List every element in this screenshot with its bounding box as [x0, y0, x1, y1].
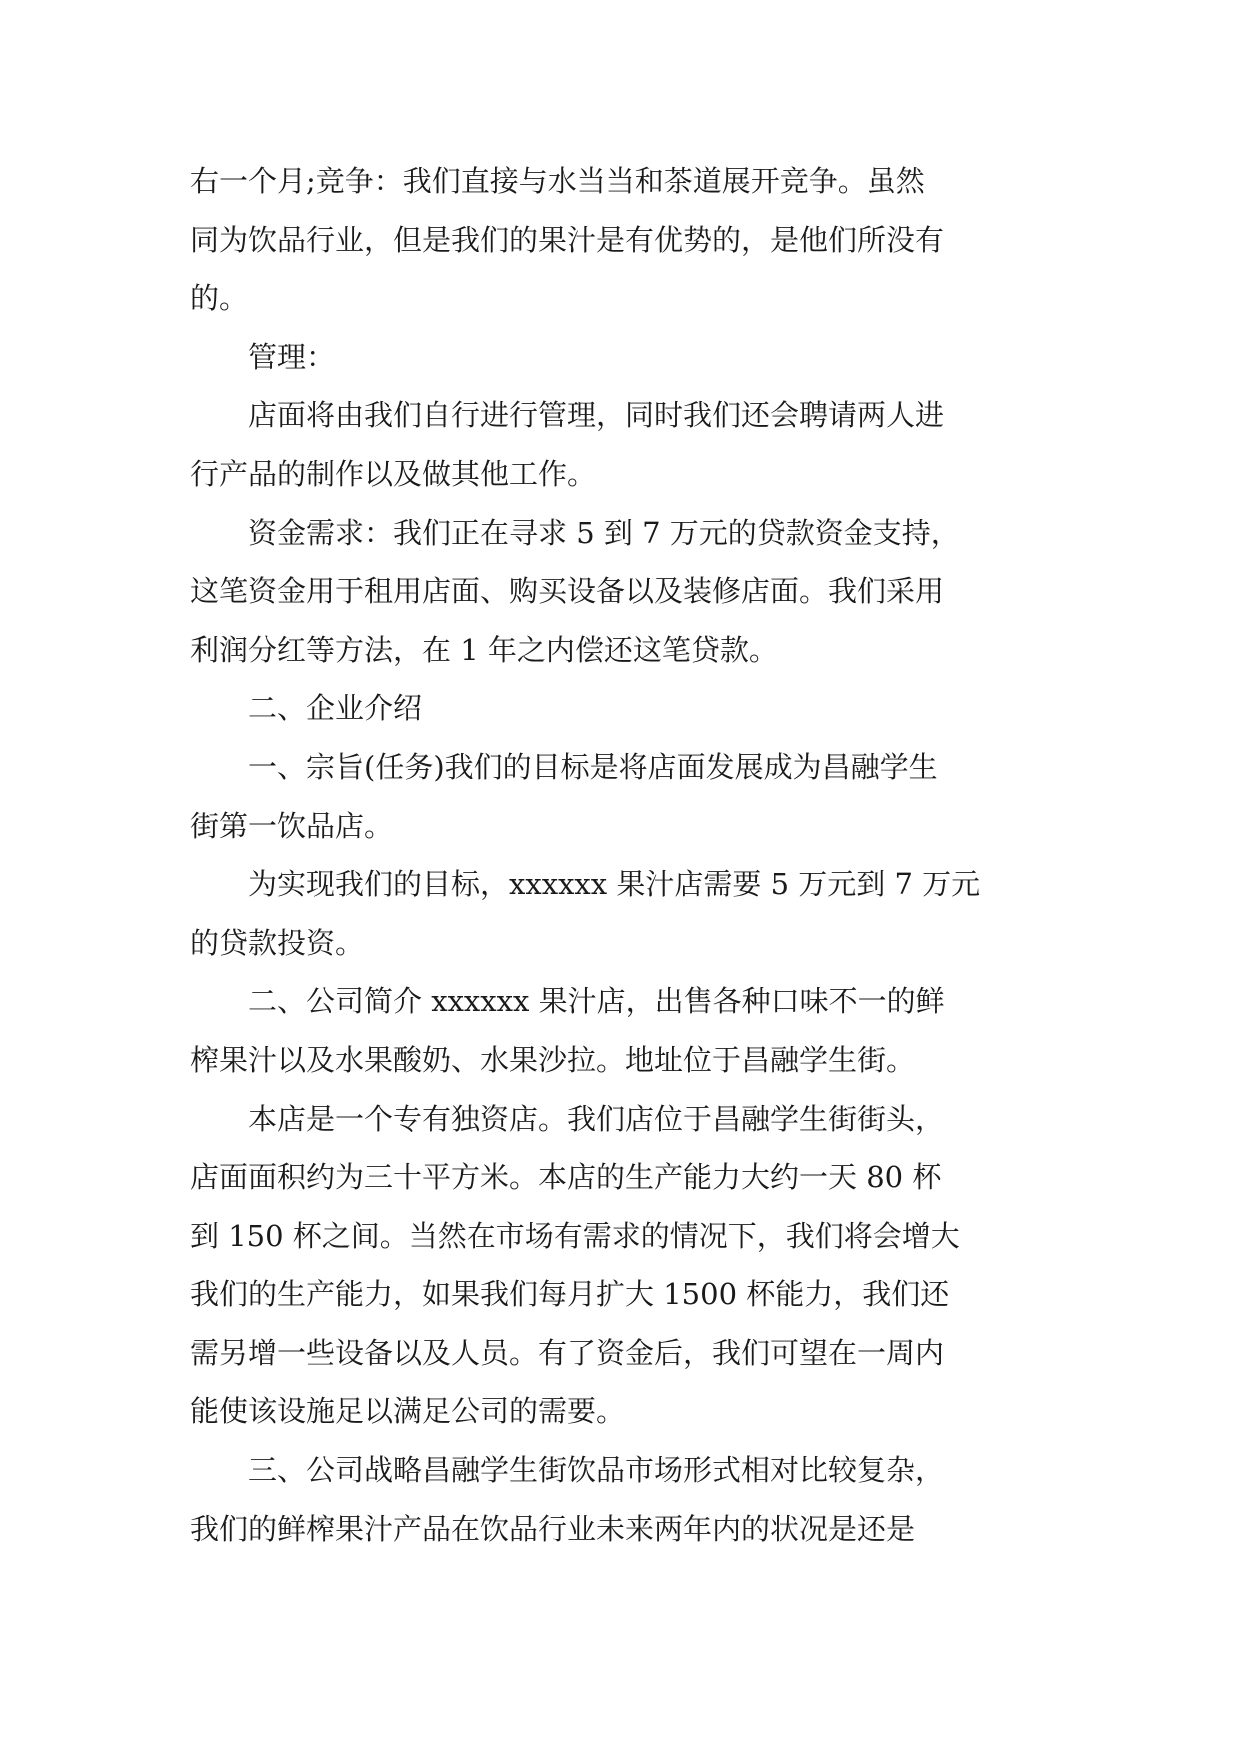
text-line: 为实现我们的目标，xxxxxx 果汁店需要 5 万元到 7 万元 [248, 867, 981, 902]
text-line: 同为饮品行业，但是我们的果汁是有优势的，是他们所没有 [190, 222, 945, 257]
text-line: 店面面积约为三十平方米。本店的生产能力大约一天 80 杯 [190, 1160, 942, 1195]
text-line: 到 150 杯之间。当然在市场有需求的情况下，我们将会增大 [190, 1218, 960, 1253]
text-line: 的贷款投资。 [190, 925, 365, 960]
text-line: 街第一饮品店。 [190, 808, 394, 843]
text-line: 一、宗旨(任务)我们的目标是将店面发展成为昌融学生 [248, 749, 938, 784]
text-line: 右一个月;竞争：我们直接与水当当和茶道展开竞争。虽然 [190, 164, 925, 198]
text-line: 本店是一个专有独资店。我们店位于昌融学生街街头， [248, 1101, 945, 1136]
text-line: 榨果汁以及水果酸奶、水果沙拉。地址位于昌融学生街。 [190, 1042, 916, 1077]
text-line: 利润分红等方法，在 1 年之内偿还这笔贷款。 [190, 632, 778, 667]
text-line: 需另增一些设备以及人员。有了资金后，我们可望在一周内 [190, 1335, 945, 1370]
text-line: 我们的生产能力，如果我们每月扩大 1500 杯能力，我们还 [190, 1277, 950, 1312]
text-line: 的。 [190, 281, 249, 316]
text-line: 三、公司战略昌融学生街饮品市场形式相对比较复杂， [248, 1453, 945, 1488]
text-line: 资金需求：我们正在寻求 5 到 7 万元的贷款资金支持， [248, 515, 960, 550]
text-line: 行产品的制作以及做其他工作。 [190, 456, 597, 491]
text-line: 能使该设施足以满足公司的需要。 [190, 1394, 626, 1429]
document-body [190, 152, 1048, 1558]
text-line: 我们的鲜榨果汁产品在饮品行业未来两年内的状况是还是 [190, 1511, 916, 1546]
text-line: 管理： [248, 339, 336, 374]
text-line: 二、公司简介 xxxxxx 果汁店，出售各种口味不一的鲜 [248, 984, 945, 1019]
text-line: 这笔资金用于租用店面、购买设备以及装修店面。我们采用 [190, 574, 945, 609]
text-line: 二、企业介绍 [248, 691, 423, 726]
text-line: 店面将由我们自行进行管理，同时我们还会聘请两人进 [248, 398, 945, 433]
